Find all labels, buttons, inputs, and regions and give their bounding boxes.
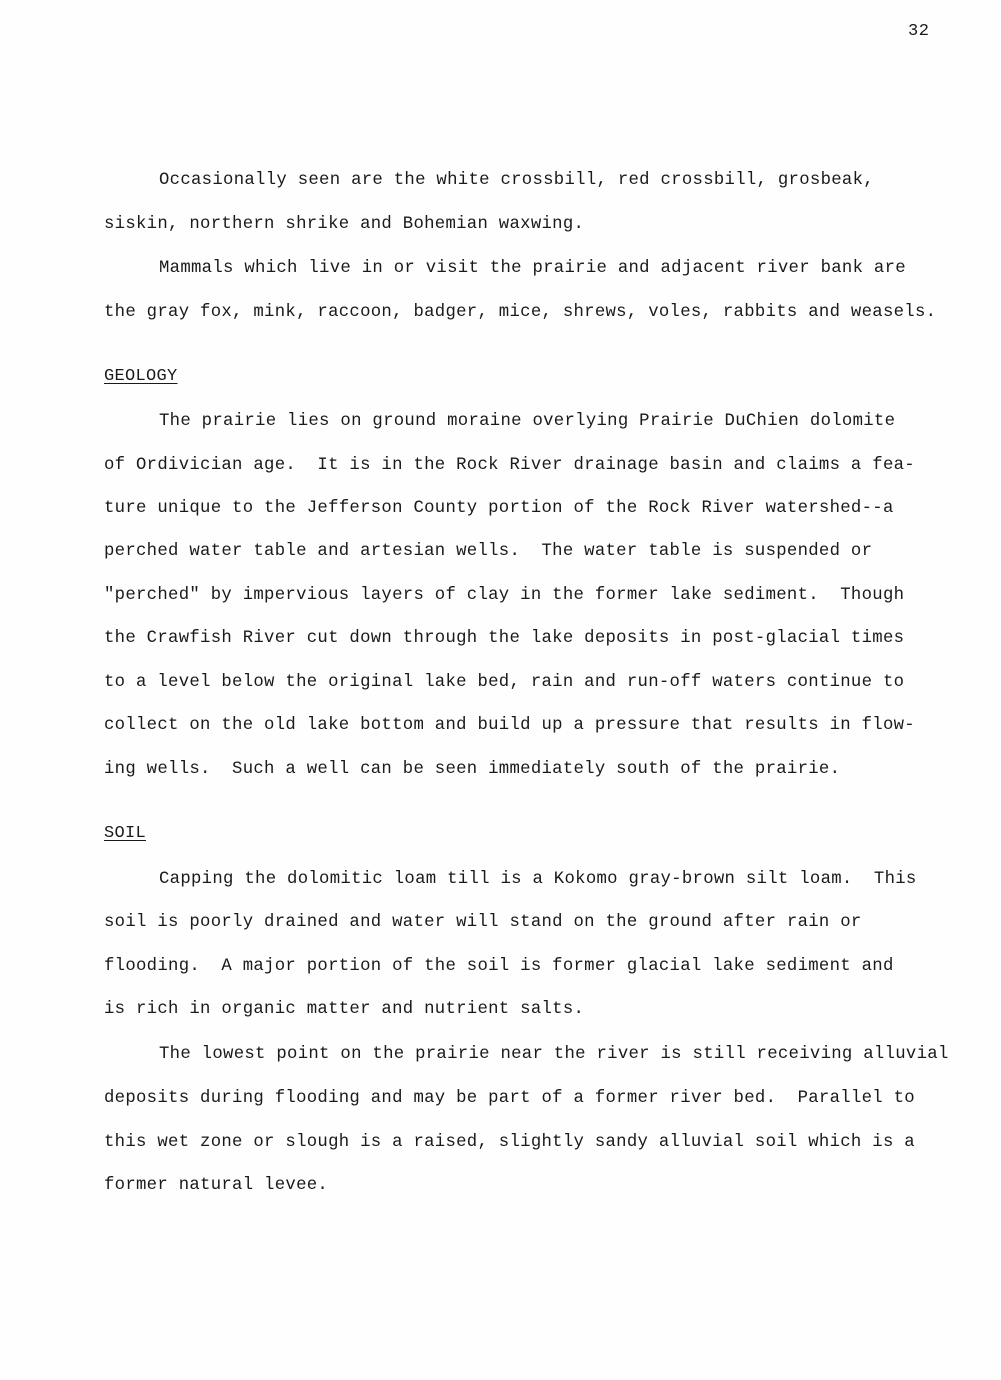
paragraph-line: the Crawfish River cut down through the lake deposits in post-glacial times (104, 629, 905, 648)
paragraph-line: this wet zone or slough is a raised, slightly sandy alluvial soil which is a (104, 1133, 915, 1152)
paragraph-line: the gray fox, mink, raccoon, badger, mice, shrews, voles, rabbits and weasels. (104, 303, 937, 322)
section-heading-geology: GEOLOGY (104, 367, 178, 386)
paragraph-line: to a level below the original lake bed, rain and run-off waters continue to (104, 673, 905, 692)
paragraph-line: is rich in organic matter and nutrient salts. (104, 1000, 585, 1019)
paragraph-line: perched water table and artesian wells. The water table is suspended or (104, 542, 873, 561)
paragraph-line: deposits during flooding and may be part of a former river bed. Parallel to (104, 1089, 915, 1108)
paragraph-line: The prairie lies on ground moraine overlying Prairie DuChien dolomite (159, 412, 896, 431)
paragraph-line: "perched" by impervious layers of clay in the former lake sediment. Though (104, 586, 905, 605)
paragraph-line: ture unique to the Jefferson County portion of the Rock River watershed--a (104, 499, 894, 518)
paragraph-line: The lowest point on the prairie near the river is still receiving alluvial (159, 1045, 949, 1064)
paragraph-line: ing wells. Such a well can be seen immediately south of the prairie. (104, 760, 841, 779)
section-heading-soil: SOIL (104, 824, 147, 843)
paragraph-line: of Ordivician age. It is in the Rock River drainage basin and claims a fea- (104, 456, 915, 475)
paragraph-line: Occasionally seen are the white crossbill, red crossbill, grosbeak, (159, 171, 874, 190)
paragraph-line: former natural levee. (104, 1176, 329, 1195)
paragraph-line: collect on the old lake bottom and build up a pressure that results in flow- (104, 716, 915, 735)
page-number: 32 (908, 22, 930, 41)
paragraph-line: flooding. A major portion of the soil is former glacial lake sediment and (104, 957, 894, 976)
paragraph-line: Capping the dolomitic loam till is a Kokomo gray-brown silt loam. This (159, 870, 917, 889)
paragraph-line: soil is poorly drained and water will stand on the ground after rain or (104, 913, 862, 932)
paragraph-line: siskin, northern shrike and Bohemian waxwing. (104, 215, 585, 234)
paragraph-line: Mammals which live in or visit the prairie and adjacent river bank are (159, 259, 906, 278)
